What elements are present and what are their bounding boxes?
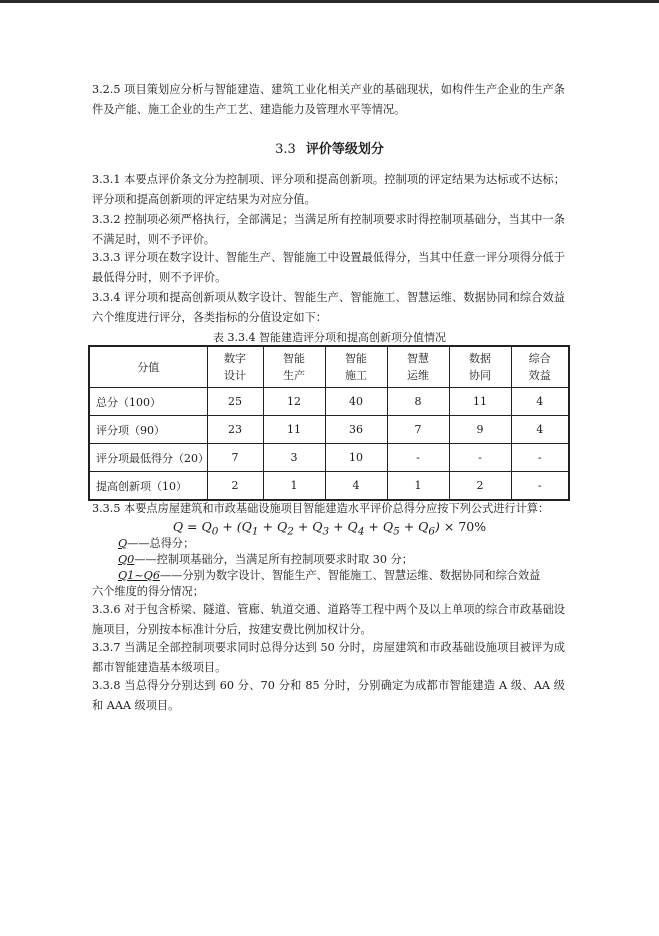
header-cell: 数字 设计 [207, 346, 263, 388]
table-cell: 11 [449, 388, 511, 416]
table-cell: 7 [207, 444, 263, 472]
paragraph-3-3-1: 3.3.1 本要点评价条文分为控制项、评分项和提高创新项。控制项的评定结果为达标或不达标；评分项和提高创新项的评定结果为对应分值。 [92, 173, 565, 206]
table-cell: 25 [207, 388, 263, 416]
score-table [88, 345, 570, 501]
row-label: 总分（100） [89, 388, 207, 416]
table-row [89, 444, 569, 472]
header-cell: 智能 施工 [325, 346, 387, 388]
table-cell: 4 [511, 388, 569, 416]
score-formula: $Q = Q_0 + (Q_1 + Q_2 + Q_3 + Q_4 + Q_5 + Q_6) \times 70\%$ [172, 519, 487, 538]
paragraph-3-2-5: 3.2.5 项目策划应分析与智能建造、建筑工业化相关产业的基础现状，如构件生产企业的生产条件及产能、施工企业的生产工艺、建造能力及管理水平等情况。 [92, 83, 565, 116]
table-cell: 40 [325, 388, 387, 416]
paragraph-3-3-5: 3.3.5 本要点房屋建筑和市政基础设施项目智能建造水平评价总得分应按下列公式进行计算： [92, 502, 550, 515]
paragraph-3-3-7: 3.3.7 当满足全部控制项要求同时总得分达到 50 分时，房屋建筑和市政基础设施项目被评为成都市智能建造基本级项目。 [92, 641, 565, 674]
table-cell: 36 [325, 416, 387, 444]
section-number: 3.3 [275, 142, 296, 157]
table-cell: 4 [511, 416, 569, 444]
table-row [89, 416, 569, 444]
table-row [89, 388, 569, 416]
row-label: 评分项（90） [89, 416, 207, 444]
table-cell: 1 [263, 472, 325, 501]
table-cell: 2 [207, 472, 263, 501]
top-border [0, 0, 659, 3]
table-cell: 7 [387, 416, 449, 444]
header-cell: 智慧 运维 [387, 346, 449, 388]
table-header-row [89, 346, 569, 388]
definition-q: Q——总得分； [118, 537, 195, 550]
table-cell: 4 [325, 472, 387, 501]
header-cell: 综合 效益 [511, 346, 569, 388]
table-cell: 3 [263, 444, 325, 472]
section-heading [0, 138, 659, 157]
definition-continuation: 六个维度的得分情况； [92, 585, 204, 598]
table-caption: 表 3.3.4 智能建造评分项和提高创新项分值情况 [213, 331, 446, 344]
row-label: 提高创新项（10） [89, 472, 207, 501]
definition-q0: Q0——控制项基础分，当满足所有控制项要求时取 30 分； [118, 553, 413, 566]
table-cell: 9 [449, 416, 511, 444]
section-title: 评价等级划分 [305, 142, 384, 157]
header-cell: 数据 协同 [449, 346, 511, 388]
table-cell: - [449, 444, 511, 472]
header-cell: 智能 生产 [263, 346, 325, 388]
table-cell: 2 [449, 472, 511, 501]
paragraph-3-3-3: 3.3.3 评分项在数字设计、智能生产、智能施工中设置最低得分，当其中任意一评分项得分低于最低得分时，则不予评价。 [92, 251, 565, 284]
table-cell: 12 [263, 388, 325, 416]
table-cell: - [387, 444, 449, 472]
table-cell: 11 [263, 416, 325, 444]
table-cell: - [511, 444, 569, 472]
paragraph-3-3-2: 3.3.2 控制项必须严格执行，全部满足；当满足所有控制项要求时得控制项基础分，当其中一条不满足时，则不予评价。 [92, 213, 565, 246]
table-cell: 10 [325, 444, 387, 472]
definition-q1-q6: Q1~Q6——分别为数字设计、智能生产、智能施工、智慧运维、数据协同和综合效益 [118, 569, 541, 582]
table-row [89, 472, 569, 501]
header-cell: 分值 [89, 346, 207, 388]
paragraph-3-3-4: 3.3.4 评分项和提高创新项从数字设计、智能生产、智能施工、智慧运维、数据协同和综合效益六个维度进行评分，各类指标的分值设定如下： [92, 291, 565, 324]
row-label: 评分项最低得分（20） [89, 444, 207, 472]
table-cell: 23 [207, 416, 263, 444]
paragraph-3-3-6: 3.3.6 对于包含桥梁、隧道、管廊、轨道交通、道路等工程中两个及以上单项的综合市政基础设施项目，分别按本标准计分后，按建安费比例加权计分。 [92, 603, 565, 636]
paragraph-3-3-8: 3.3.8 当总得分分别达到 60 分、70 分和 85 分时，分别确定为成都市智能建造 A 级、AA 级和 AAA 级项目。 [92, 679, 565, 712]
table-cell: - [511, 472, 569, 501]
table-cell: 8 [387, 388, 449, 416]
table-cell: 1 [387, 472, 449, 501]
